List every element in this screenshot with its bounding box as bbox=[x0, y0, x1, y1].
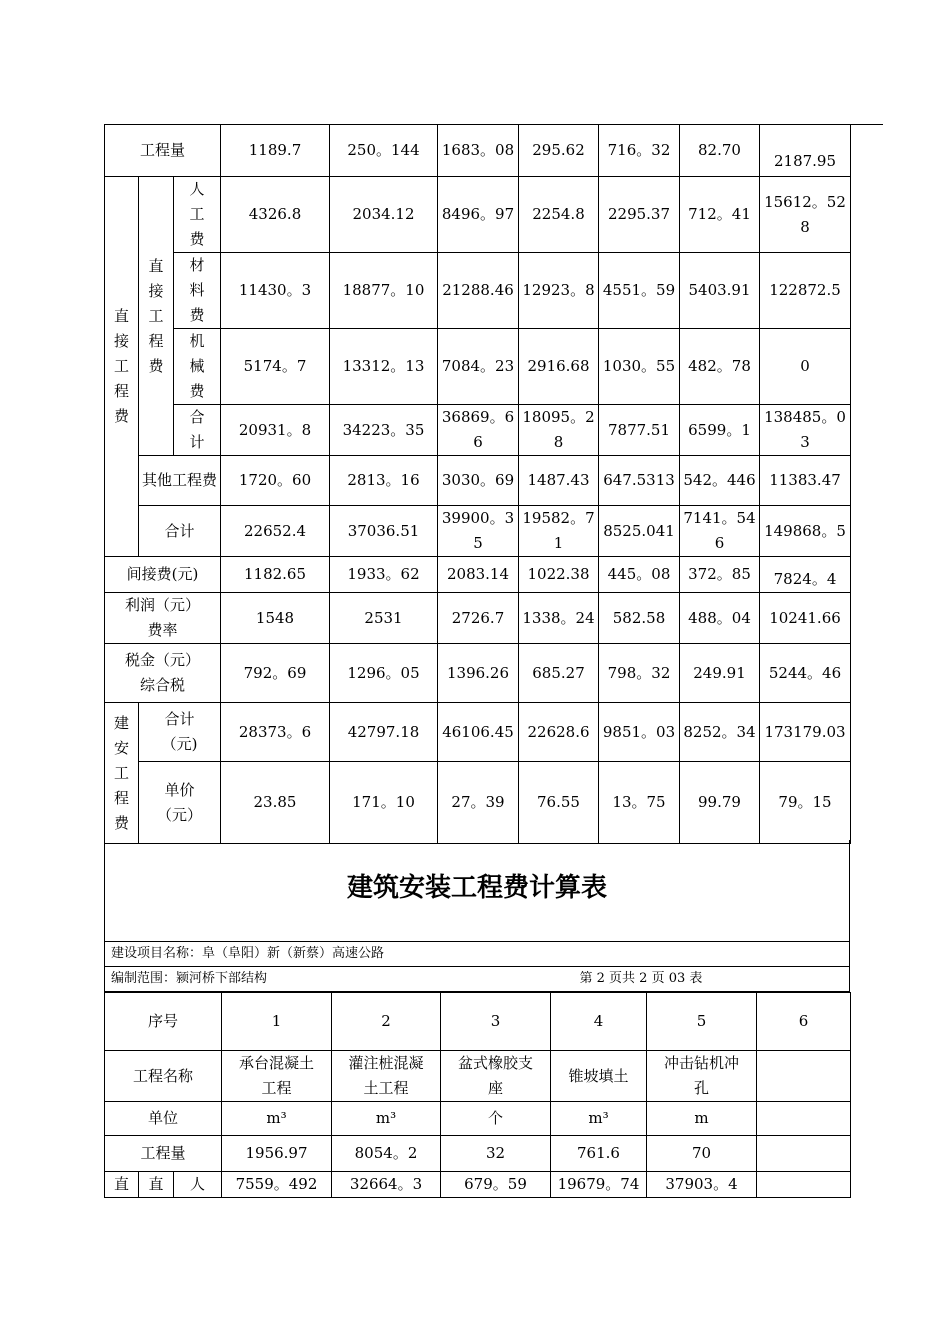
other-label: 其他工程费 bbox=[139, 456, 221, 506]
name-cell: 承台混凝土工程 bbox=[222, 1051, 332, 1102]
other-cell: 2813。16 bbox=[330, 456, 438, 506]
unit-price-cell: 23.85 bbox=[221, 762, 330, 844]
unit-cell: 个 bbox=[441, 1102, 551, 1136]
indirect-cell: 1182.65 bbox=[221, 557, 330, 593]
page-title: 建筑安装工程费计算表 bbox=[105, 840, 850, 941]
subtotal-cell: 34223。35 bbox=[330, 405, 438, 456]
unit-cell bbox=[757, 1102, 851, 1136]
profit-cell: 10241.66 bbox=[760, 593, 851, 644]
subtotal-cell: 138485。03 bbox=[760, 405, 851, 456]
unit-cell: m³ bbox=[222, 1102, 332, 1136]
profit-cell: 1338。24 bbox=[519, 593, 599, 644]
subtotal-cell: 6599。1 bbox=[680, 405, 760, 456]
cost-table-page2 bbox=[104, 992, 851, 1198]
material-cell: 18877。10 bbox=[330, 253, 438, 329]
other-cell: 3030。69 bbox=[438, 456, 519, 506]
row-machine bbox=[105, 329, 851, 405]
sum-label: 合计（元) bbox=[139, 703, 221, 762]
material-cell: 4551。59 bbox=[599, 253, 680, 329]
construction-label: 建安工程费 bbox=[105, 703, 139, 844]
unit-price-cell: 27。39 bbox=[438, 762, 519, 844]
labor-cell: 4326.8 bbox=[221, 177, 330, 253]
machine-cell: 7084。23 bbox=[438, 329, 519, 405]
other-cell: 542。446 bbox=[680, 456, 760, 506]
sum-cell: 46106.45 bbox=[438, 703, 519, 762]
row-labor bbox=[105, 177, 851, 253]
sum-cell: 9851。03 bbox=[599, 703, 680, 762]
top-right-rule bbox=[850, 124, 883, 125]
row-other bbox=[105, 456, 851, 506]
material-cell: 21288.46 bbox=[438, 253, 519, 329]
subtotal-cell: 20931。8 bbox=[221, 405, 330, 456]
sum-cell: 28373。6 bbox=[221, 703, 330, 762]
machine-label: 机械费 bbox=[174, 329, 221, 405]
row-tax bbox=[105, 644, 851, 703]
direct-cost-group-label: 直接工程费 bbox=[105, 177, 139, 557]
subtotal-label: 合计 bbox=[174, 405, 221, 456]
unit-price-cell: 99.79 bbox=[680, 762, 760, 844]
tax-label: 税金（元）综合税 bbox=[105, 644, 221, 703]
seq-cell: 3 bbox=[441, 993, 551, 1051]
indirect-cell: 372。85 bbox=[680, 557, 760, 593]
tax-cell: 798。32 bbox=[599, 644, 680, 703]
quantity-cell-2: 70 bbox=[647, 1136, 757, 1172]
quantity-label-2: 工程量 bbox=[105, 1136, 222, 1172]
row-seq bbox=[105, 993, 851, 1051]
total-cell: 39900。35 bbox=[438, 506, 519, 557]
total-cell: 19582。71 bbox=[519, 506, 599, 557]
machine-cell: 5174。7 bbox=[221, 329, 330, 405]
tax-cell: 1396.26 bbox=[438, 644, 519, 703]
row-profit bbox=[105, 593, 851, 644]
profit-cell: 1548 bbox=[221, 593, 330, 644]
labor-cell: 8496。97 bbox=[438, 177, 519, 253]
sum-cell: 22628.6 bbox=[519, 703, 599, 762]
title-block bbox=[104, 840, 850, 992]
indirect-label: 间接费(元) bbox=[105, 557, 221, 593]
quantity-cell-2: 1956.97 bbox=[222, 1136, 332, 1172]
quantity-cell: 716。32 bbox=[599, 125, 680, 177]
labor-label-2: 人 bbox=[174, 1172, 222, 1198]
indirect-cell: 7824。4 bbox=[760, 557, 851, 593]
name-cell bbox=[757, 1051, 851, 1102]
machine-cell: 13312。13 bbox=[330, 329, 438, 405]
quantity-label: 工程量 bbox=[105, 125, 221, 177]
direct-label-b: 直 bbox=[139, 1172, 174, 1198]
labor-cell: 2034.12 bbox=[330, 177, 438, 253]
seq-cell: 5 bbox=[647, 993, 757, 1051]
sum-cell: 8252。34 bbox=[680, 703, 760, 762]
tax-cell: 5244。46 bbox=[760, 644, 851, 703]
row-quantity-2 bbox=[105, 1136, 851, 1172]
labor-cell: 2295.37 bbox=[599, 177, 680, 253]
total-cell: 22652.4 bbox=[221, 506, 330, 557]
direct-label-a: 直 bbox=[105, 1172, 139, 1198]
project-name: 建设项目名称：阜（阜阳）新（新蔡）高速公路 bbox=[105, 941, 850, 966]
unit-cell: m³ bbox=[332, 1102, 441, 1136]
labor-cell: 15612。528 bbox=[760, 177, 851, 253]
material-cell: 5403.91 bbox=[680, 253, 760, 329]
labor-cell-2: 32664。3 bbox=[332, 1172, 441, 1198]
quantity-cell-2: 8054。2 bbox=[332, 1136, 441, 1172]
unit-price-cell: 171。10 bbox=[330, 762, 438, 844]
row-unit-price bbox=[105, 762, 851, 844]
seq-cell: 2 bbox=[332, 993, 441, 1051]
labor-cell-2: 679。59 bbox=[441, 1172, 551, 1198]
quantity-cell: 1189.7 bbox=[221, 125, 330, 177]
row-subtotal bbox=[105, 405, 851, 456]
quantity-cell: 82.70 bbox=[680, 125, 760, 177]
material-cell: 11430。3 bbox=[221, 253, 330, 329]
material-label: 材料费 bbox=[174, 253, 221, 329]
unit-price-cell: 13。75 bbox=[599, 762, 680, 844]
total-cell: 149868。5 bbox=[760, 506, 851, 557]
tax-cell: 249.91 bbox=[680, 644, 760, 703]
profit-cell: 488。04 bbox=[680, 593, 760, 644]
tax-cell: 792。69 bbox=[221, 644, 330, 703]
scope-text: 编制范围：颍河桥下部结构 bbox=[111, 970, 268, 986]
indirect-cell: 1933。62 bbox=[330, 557, 438, 593]
labor-cell-2 bbox=[757, 1172, 851, 1198]
unit-cell: m³ bbox=[551, 1102, 647, 1136]
name-cell: 锥坡填土 bbox=[551, 1051, 647, 1102]
subtotal-cell: 36869。66 bbox=[438, 405, 519, 456]
row-material bbox=[105, 253, 851, 329]
subtotal-cell: 7877.51 bbox=[599, 405, 680, 456]
material-cell: 122872.5 bbox=[760, 253, 851, 329]
subtotal-cell: 18095。28 bbox=[519, 405, 599, 456]
name-cell: 盆式橡胶支座 bbox=[441, 1051, 551, 1102]
profit-cell: 2531 bbox=[330, 593, 438, 644]
seq-cell: 4 bbox=[551, 993, 647, 1051]
sum-cell: 173179.03 bbox=[760, 703, 851, 762]
indirect-cell: 445。08 bbox=[599, 557, 680, 593]
total-cell: 37036.51 bbox=[330, 506, 438, 557]
unit-label: 单位 bbox=[105, 1102, 222, 1136]
indirect-cell: 2083.14 bbox=[438, 557, 519, 593]
quantity-cell-2 bbox=[757, 1136, 851, 1172]
seq-cell: 1 bbox=[222, 993, 332, 1051]
row-units bbox=[105, 1102, 851, 1136]
machine-cell: 0 bbox=[760, 329, 851, 405]
quantity-cell: 250。144 bbox=[330, 125, 438, 177]
other-cell: 647.5313 bbox=[599, 456, 680, 506]
total-cell: 7141。546 bbox=[680, 506, 760, 557]
labor-cell: 712。41 bbox=[680, 177, 760, 253]
indirect-cell: 1022.38 bbox=[519, 557, 599, 593]
other-cell: 1720。60 bbox=[221, 456, 330, 506]
row-labor-2 bbox=[105, 1172, 851, 1198]
row-quantity bbox=[105, 125, 851, 177]
seq-label: 序号 bbox=[105, 993, 222, 1051]
total-label: 合计 bbox=[139, 506, 221, 557]
sum-cell: 42797.18 bbox=[330, 703, 438, 762]
quantity-cell: 2187.95 bbox=[760, 125, 851, 177]
unit-cell: m bbox=[647, 1102, 757, 1136]
unit-price-cell: 76.55 bbox=[519, 762, 599, 844]
row-total bbox=[105, 506, 851, 557]
quantity-cell-2: 32 bbox=[441, 1136, 551, 1172]
tax-cell: 685.27 bbox=[519, 644, 599, 703]
machine-cell: 1030。55 bbox=[599, 329, 680, 405]
labor-cell-2: 7559。492 bbox=[222, 1172, 332, 1198]
tax-cell: 1296。05 bbox=[330, 644, 438, 703]
profit-cell: 2726.7 bbox=[438, 593, 519, 644]
labor-cell-2: 19679。74 bbox=[551, 1172, 647, 1198]
row-indirect bbox=[105, 557, 851, 593]
row-names bbox=[105, 1051, 851, 1102]
labor-cell: 2254.8 bbox=[519, 177, 599, 253]
profit-label: 利润（元）费率 bbox=[105, 593, 221, 644]
page-info: 第 2 页共 2 页 03 表 bbox=[579, 970, 703, 986]
seq-cell: 6 bbox=[757, 993, 851, 1051]
cost-table-continued bbox=[104, 124, 851, 844]
other-cell: 11383.47 bbox=[760, 456, 851, 506]
row-construction-sum bbox=[105, 703, 851, 762]
other-cell: 1487.43 bbox=[519, 456, 599, 506]
direct-cost-inner-label: 直接工程费 bbox=[139, 177, 174, 456]
name-cell: 灌注桩混凝土工程 bbox=[332, 1051, 441, 1102]
total-cell: 8525.041 bbox=[599, 506, 680, 557]
quantity-cell: 295.62 bbox=[519, 125, 599, 177]
name-cell: 冲击钻机冲孔 bbox=[647, 1051, 757, 1102]
machine-cell: 482。78 bbox=[680, 329, 760, 405]
quantity-cell: 1683。08 bbox=[438, 125, 519, 177]
labor-label: 人工费 bbox=[174, 177, 221, 253]
unit-price-label: 单价（元） bbox=[139, 762, 221, 844]
quantity-cell-2: 761.6 bbox=[551, 1136, 647, 1172]
machine-cell: 2916.68 bbox=[519, 329, 599, 405]
name-label: 工程名称 bbox=[105, 1051, 222, 1102]
labor-cell-2: 37903。4 bbox=[647, 1172, 757, 1198]
material-cell: 12923。8 bbox=[519, 253, 599, 329]
unit-price-cell: 79。15 bbox=[760, 762, 851, 844]
scope-line bbox=[105, 966, 850, 991]
profit-cell: 582.58 bbox=[599, 593, 680, 644]
